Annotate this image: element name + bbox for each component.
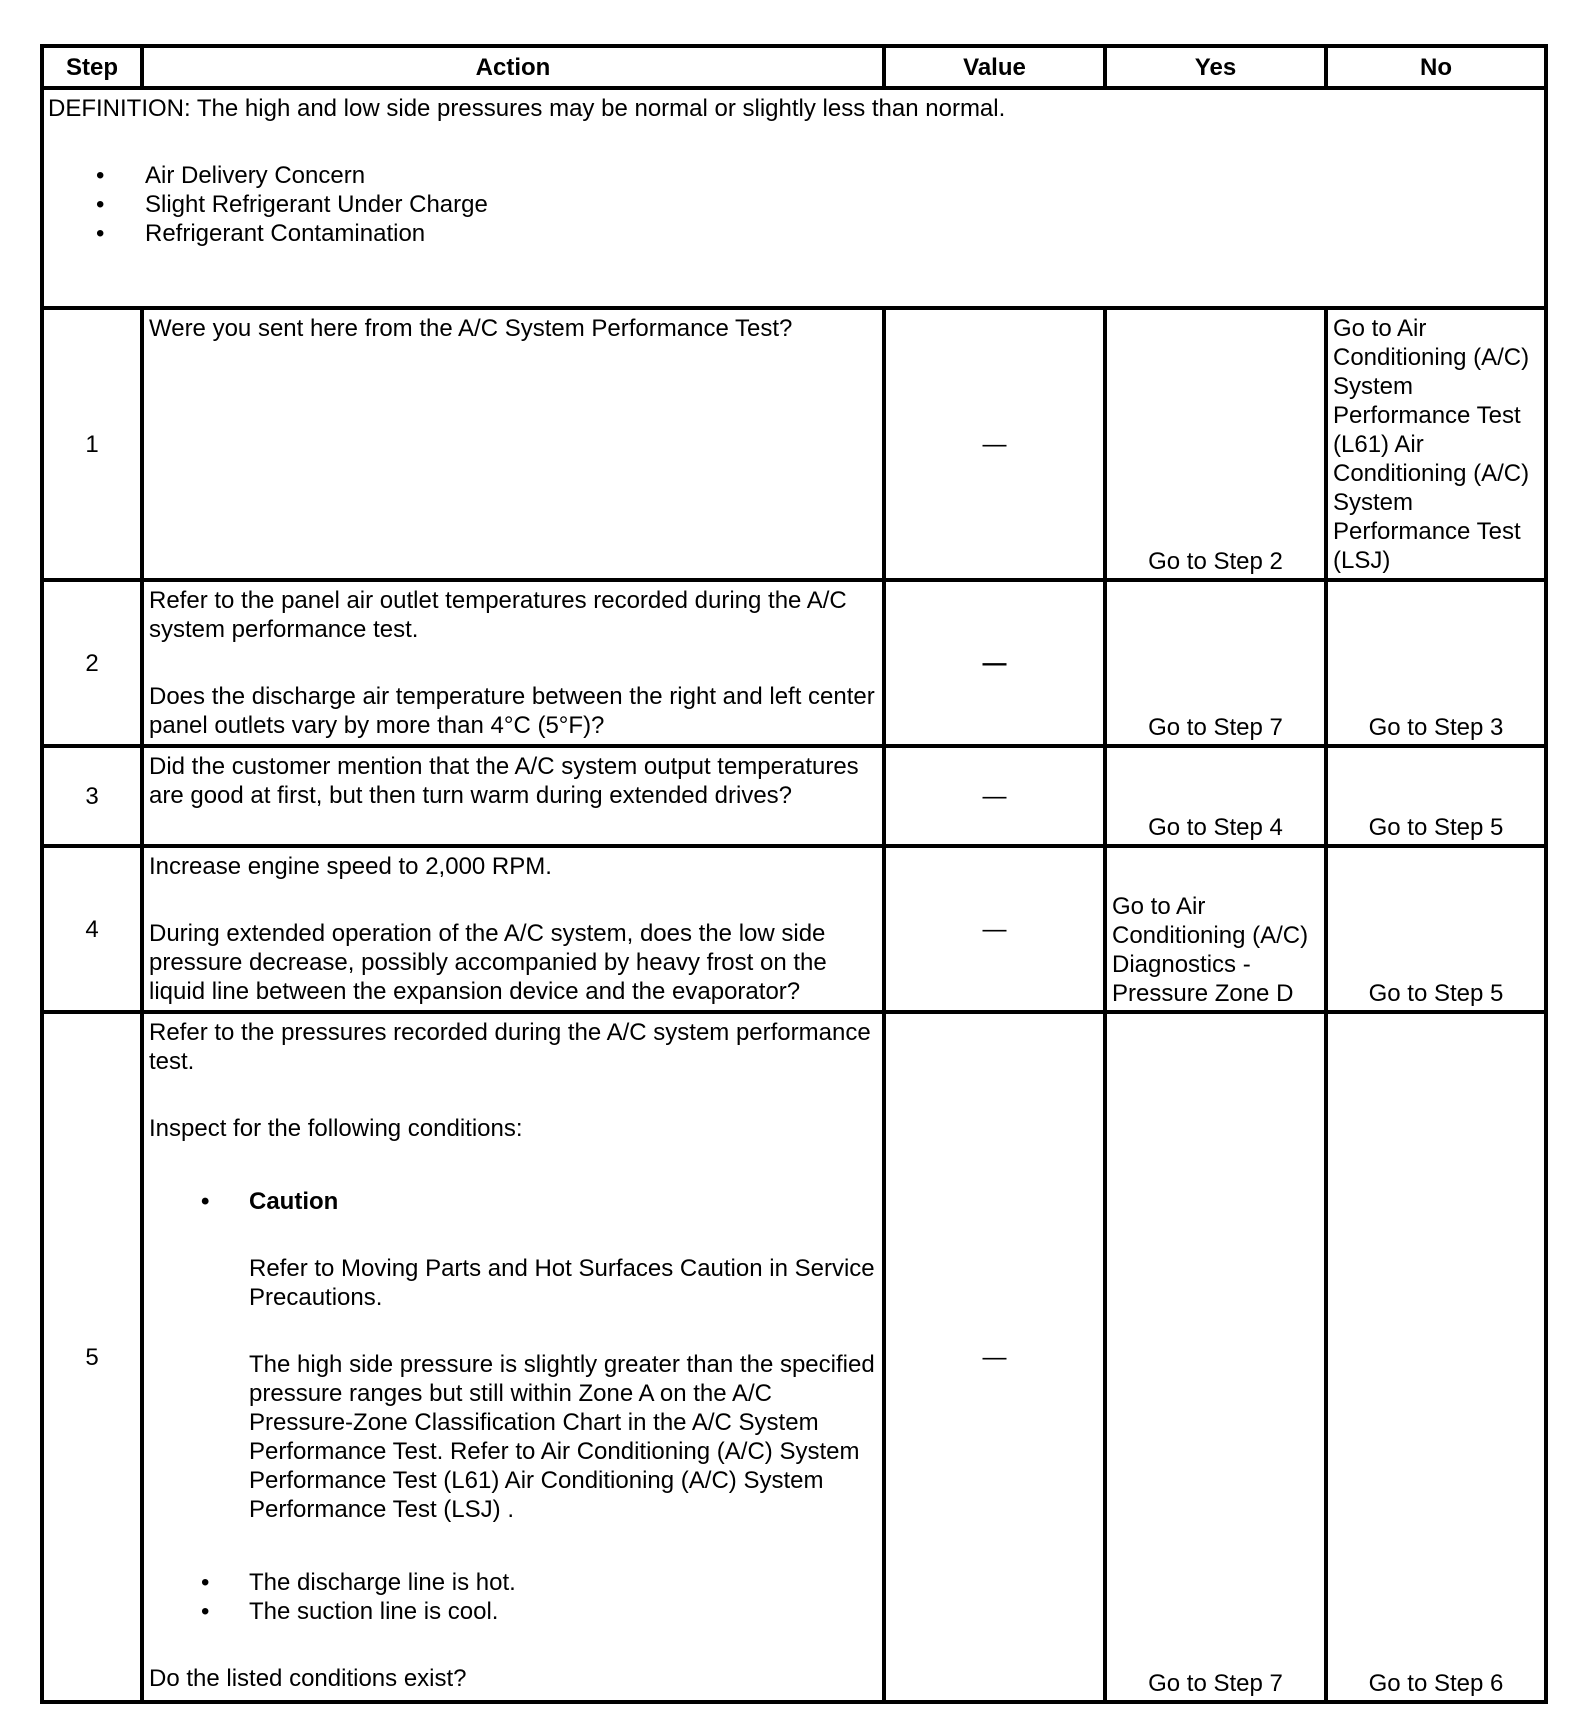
list-item: • Air Delivery Concern — [44, 161, 1540, 190]
action-question: During extended operation of the A/C system, does the low side pressure decrease, possibly accompanied by heavy frost on the liquid line between the expansion device and the evaporator? — [149, 920, 827, 1005]
header-value: Value — [884, 46, 1105, 88]
no-cell — [1326, 308, 1546, 580]
header-action: Action — [142, 46, 884, 88]
definition-row — [42, 88, 1546, 308]
header-no: No — [1326, 46, 1546, 88]
action-question: Does the discharge air temperature between the right and left center panel outlets vary by more than 4°C (5°F)? — [149, 683, 875, 739]
table-row — [42, 846, 1546, 1012]
action-text: Refer to the pressures recorded during the A/C system performance test. — [149, 1019, 871, 1075]
action-cell — [142, 1012, 884, 1702]
no-cell — [1326, 1012, 1546, 1702]
no-link[interactable]: Go to Step 5 — [1368, 814, 1504, 841]
table-row — [42, 746, 1546, 846]
caution-list — [149, 1187, 877, 1216]
step-number: 5 — [42, 1012, 142, 1702]
yes-link[interactable]: Go to Air Conditioning (A/C) Diagnostics - Pressure Zone D — [1112, 893, 1309, 1007]
action-cell — [142, 846, 884, 1012]
value-cell: — — [884, 1012, 1105, 1702]
step-number: 4 — [42, 846, 142, 1012]
table-row — [42, 308, 1546, 580]
yes-link[interactable]: Go to Step 2 — [1148, 548, 1283, 575]
yes-link[interactable]: Go to Step 4 — [1148, 814, 1283, 841]
action-text: Did the customer mention that the A/C system output temperatures are good at first, but then turn warm during extended drives? — [149, 753, 859, 809]
no-link[interactable]: Go to Air Conditioning (A/C) System Performance Test (L61) Air Conditioning (A/C) System Performance Test (LSJ) — [1333, 315, 1530, 574]
definition-list — [44, 161, 1540, 248]
yes-link[interactable]: Go to Step 7 — [1148, 1670, 1283, 1697]
caution-title: • Caution — [149, 1187, 877, 1216]
list-item: • Refrigerant Contamination — [44, 219, 1540, 248]
action-cell — [142, 746, 884, 846]
action-text: Increase engine speed to 2,000 RPM. — [149, 853, 552, 880]
no-link[interactable]: Go to Step 3 — [1368, 714, 1504, 741]
yes-cell — [1105, 308, 1326, 580]
no-cell — [1326, 746, 1546, 846]
action-text: Were you sent here from the A/C System Performance Test? — [149, 315, 793, 342]
yes-link[interactable]: Go to Step 7 — [1148, 714, 1283, 741]
definition-text: DEFINITION: The high and low side pressures may be normal or slightly less than normal. — [48, 95, 1006, 122]
yes-cell — [1105, 580, 1326, 746]
header-yes: Yes — [1105, 46, 1326, 88]
table-row — [42, 1012, 1546, 1702]
definition-cell — [42, 88, 1546, 308]
yes-cell — [1105, 1012, 1326, 1702]
value-cell: — — [884, 308, 1105, 580]
yes-cell — [1105, 746, 1326, 846]
action-cell — [142, 580, 884, 746]
value-cell: — — [884, 746, 1105, 846]
table-row — [42, 580, 1546, 746]
action-cell — [142, 308, 884, 580]
header-step: Step — [42, 46, 142, 88]
step-number: 3 — [42, 746, 142, 846]
value-cell: — — [884, 846, 1105, 1012]
diagnostic-table — [40, 44, 1548, 1704]
action-question: Do the listed conditions exist? — [149, 1665, 467, 1692]
header-row — [42, 46, 1546, 88]
list-item: • The suction line is cool. — [149, 1597, 877, 1626]
no-link[interactable]: Go to Step 6 — [1368, 1670, 1504, 1697]
condition-list — [149, 1568, 877, 1626]
step-number: 2 — [42, 580, 142, 746]
value-cell: — — [884, 580, 1105, 746]
condition-text: The high side pressure is slightly greater than the specified pressure ranges but still within Zone A on the A/C Pressure-Zone Classification Chart in the A/C System Performance Test. Refer to Air Conditioning (A/C) System Performance Test (L61) Air Conditioning (A/C) System Performance Test (LSJ) . — [249, 1351, 875, 1523]
no-link[interactable]: Go to Step 5 — [1368, 980, 1504, 1007]
no-cell — [1326, 846, 1546, 1012]
step-number: 1 — [42, 308, 142, 580]
list-item: • Slight Refrigerant Under Charge — [44, 190, 1540, 219]
action-text: Refer to the panel air outlet temperatures recorded during the A/C system performance test. — [149, 587, 847, 643]
caution-text: Refer to Moving Parts and Hot Surfaces Caution in Service Precautions. — [249, 1255, 875, 1311]
no-cell — [1326, 580, 1546, 746]
action-instruction: Inspect for the following conditions: — [149, 1115, 523, 1142]
yes-cell — [1105, 846, 1326, 1012]
list-item: • The discharge line is hot. — [149, 1568, 877, 1597]
